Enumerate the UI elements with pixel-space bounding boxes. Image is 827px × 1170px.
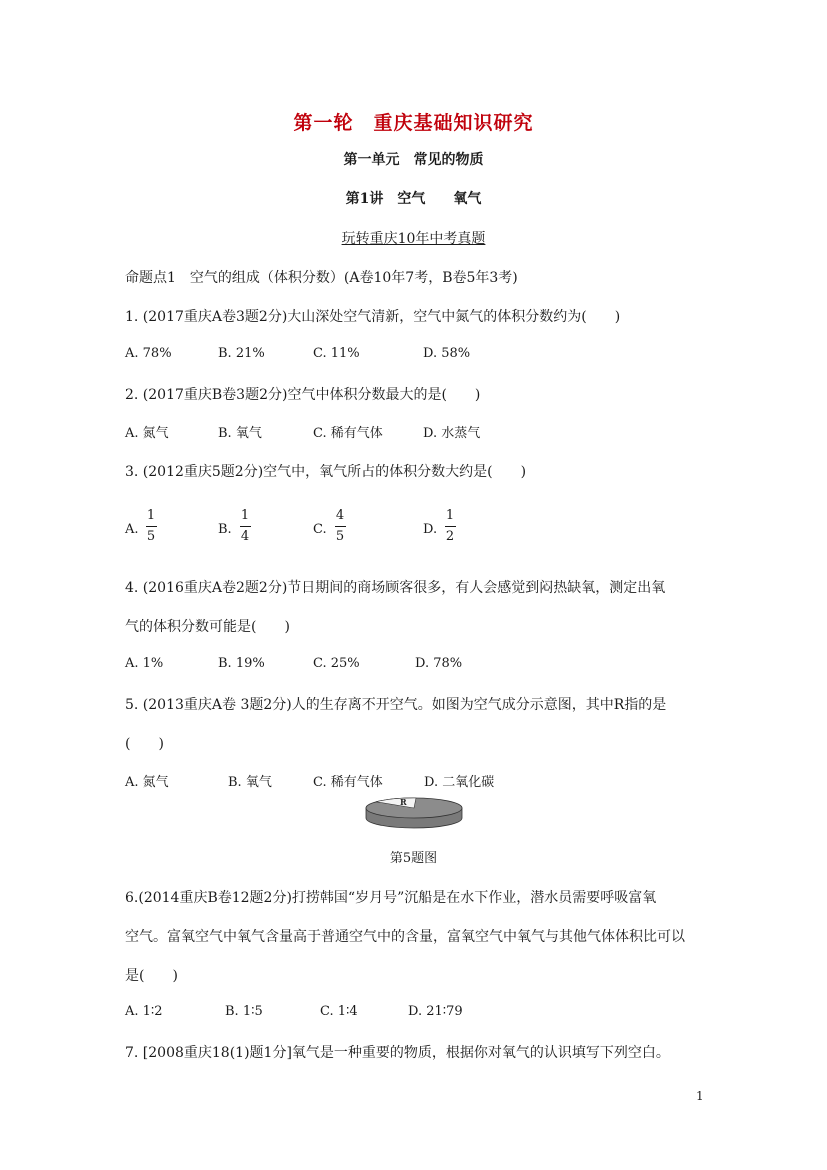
q3-option-d-letter: D. [423, 522, 438, 537]
q2-option-c: C. 稀有气体 [313, 426, 383, 441]
q3-option-b-fraction [238, 508, 252, 547]
question-5-stem-line-1: 5. (2013重庆A卷 3题2分)人的生存离不开空气。如图为空气成分示意图，其中R指的是 [125, 697, 667, 713]
section-heading: 玩转重庆10年中考真题 [341, 231, 486, 247]
q3-option-a-letter: A. [125, 522, 139, 537]
question-4-stem-line-1: 4. (2016重庆A卷2题2分)节日期间的商场顾客很多，有人会感觉到闷热缺氧，测定出氧 [125, 580, 666, 596]
q3-option-c-denominator: 5 [335, 529, 345, 544]
question-3-stem: 3. (2012重庆5题2分)空气中，氧气所占的体积分数大约是( ) [125, 464, 527, 480]
question-2-stem: 2. (2017重庆B卷3题2分)空气中体积分数最大的是( ) [125, 387, 481, 403]
q5-option-c: C. 稀有气体 [313, 775, 383, 790]
q3-option-a-denominator: 5 [146, 529, 156, 544]
question-5-stem-line-2: ( ) [125, 736, 164, 752]
q2-option-b: B. 氧气 [218, 426, 262, 441]
q3-option-b-letter: B. [218, 522, 232, 537]
q3-option-a-fraction [144, 508, 158, 547]
q3-option-b-denominator: 4 [240, 529, 250, 544]
q3-option-d-denominator: 2 [445, 529, 455, 544]
unit-heading: 第一单元 常见的物质 [343, 152, 484, 168]
question-4-stem-line-2: 气的体积分数可能是( ) [125, 619, 290, 635]
pie-slice-label: R [400, 797, 407, 807]
q6-option-d: D. 21∶79 [408, 1004, 463, 1019]
question-6-stem-line-2: 空气。富氧空气中氧气含量高于普通空气中的含量，富氧空气中氧气与其他气体体积比可以 [125, 929, 685, 945]
q3-option-a-numerator: 1 [146, 508, 156, 523]
q6-option-a: A. 1∶2 [125, 1004, 163, 1019]
page-title: 第一轮 重庆基础知识研究 [293, 112, 534, 134]
q2-option-d: D. 水蒸气 [423, 426, 481, 441]
question-7-stem: 7. [2008重庆18(1)题1分]氧气是一种重要的物质，根据你对氧气的认识填写下列空白。 [125, 1045, 670, 1061]
q6-option-c: C. 1∶4 [320, 1004, 358, 1019]
q4-option-b: B. 19% [218, 656, 265, 671]
q2-option-a: A. 氮气 [125, 426, 169, 441]
lecture-heading: 第1讲 空气 氧气 [345, 191, 482, 207]
q1-option-d: D. 58% [423, 346, 471, 361]
q3-option-c-numerator: 4 [335, 508, 345, 523]
q1-option-a: A. 78% [125, 346, 172, 361]
page-number: 1 [696, 1089, 704, 1103]
q1-option-c: C. 11% [313, 346, 360, 361]
question-6-stem-line-1: 6.(2014重庆B卷12题2分)打捞韩国“岁月号”沉船是在水下作业，潜水员需要呼吸富氧 [125, 890, 657, 906]
question-6-stem-line-3: 是( ) [125, 968, 178, 984]
q5-option-a: A. 氮气 [125, 775, 169, 790]
q3-option-c-letter: C. [313, 522, 327, 537]
q3-option-b-numerator: 1 [240, 508, 250, 523]
q6-option-b: B. 1∶5 [225, 1004, 263, 1019]
question-1-stem: 1. (2017重庆A卷3题2分)大山深处空气清新，空气中氮气的体积分数约为( ) [125, 309, 621, 325]
q5-option-d: D. 二氧化碳 [424, 775, 495, 790]
q1-option-b: B. 21% [218, 346, 265, 361]
q3-option-d-fraction [443, 508, 457, 547]
q3-option-d-numerator: 1 [445, 508, 455, 523]
topic-heading: 命题点1 空气的组成（体积分数）(A卷10年7考，B卷5年3考) [125, 270, 518, 286]
q3-option-c-fraction [333, 508, 347, 547]
q4-option-c: C. 25% [313, 656, 360, 671]
q5-option-b: B. 氧气 [228, 775, 272, 790]
q4-option-a: A. 1% [125, 656, 164, 671]
q4-option-d: D. 78% [415, 656, 463, 671]
figure-5-caption: 第5题图 [389, 851, 438, 866]
air-composition-pie-figure [364, 796, 464, 832]
